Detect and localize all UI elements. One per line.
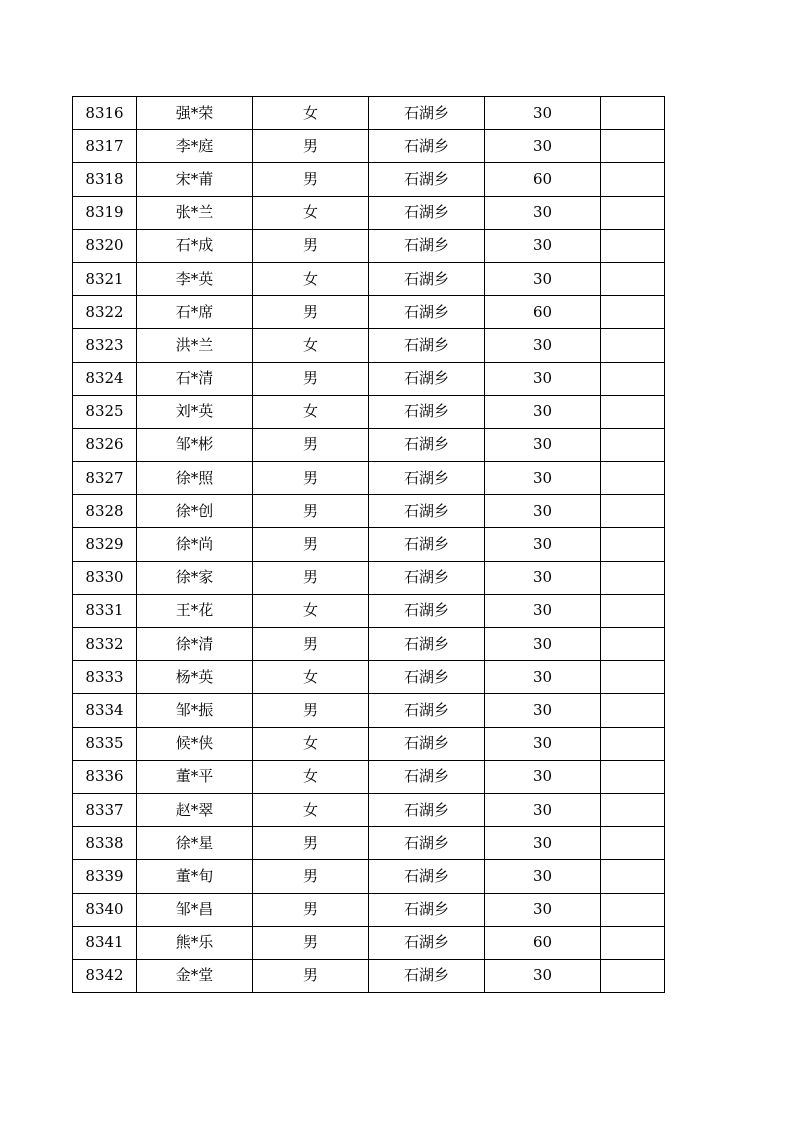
table-row xyxy=(73,793,665,826)
amount-cell: 30 xyxy=(485,760,601,793)
name-cell: 刘*英 xyxy=(137,395,253,428)
table-row xyxy=(73,959,665,992)
table-row xyxy=(73,362,665,395)
row-number-cell: 8320 xyxy=(73,229,137,262)
name-cell: 邹*彬 xyxy=(137,428,253,461)
gender-cell: 女 xyxy=(253,329,369,362)
name-cell: 李*庭 xyxy=(137,130,253,163)
amount-cell: 30 xyxy=(485,395,601,428)
row-number-cell: 8323 xyxy=(73,329,137,362)
table-row xyxy=(73,462,665,495)
township-cell: 石湖乡 xyxy=(369,262,485,295)
table-row xyxy=(73,495,665,528)
amount-cell: 60 xyxy=(485,296,601,329)
gender-cell: 女 xyxy=(253,196,369,229)
name-cell: 董*旬 xyxy=(137,860,253,893)
township-cell: 石湖乡 xyxy=(369,594,485,627)
amount-cell: 30 xyxy=(485,196,601,229)
township-cell: 石湖乡 xyxy=(369,329,485,362)
amount-cell: 30 xyxy=(485,727,601,760)
table-row xyxy=(73,97,665,130)
township-cell: 石湖乡 xyxy=(369,893,485,926)
note-cell xyxy=(601,130,665,163)
note-cell xyxy=(601,561,665,594)
row-number-cell: 8335 xyxy=(73,727,137,760)
gender-cell: 女 xyxy=(253,793,369,826)
amount-cell: 30 xyxy=(485,694,601,727)
amount-cell: 30 xyxy=(485,628,601,661)
table-row xyxy=(73,395,665,428)
table-row xyxy=(73,827,665,860)
township-cell: 石湖乡 xyxy=(369,462,485,495)
note-cell xyxy=(601,827,665,860)
note-cell xyxy=(601,793,665,826)
name-cell: 石*清 xyxy=(137,362,253,395)
note-cell xyxy=(601,462,665,495)
amount-cell: 30 xyxy=(485,827,601,860)
table-row xyxy=(73,594,665,627)
amount-cell: 30 xyxy=(485,130,601,163)
name-cell: 王*花 xyxy=(137,594,253,627)
note-cell xyxy=(601,229,665,262)
amount-cell: 30 xyxy=(485,594,601,627)
row-number-cell: 8332 xyxy=(73,628,137,661)
township-cell: 石湖乡 xyxy=(369,495,485,528)
gender-cell: 女 xyxy=(253,760,369,793)
note-cell xyxy=(601,528,665,561)
row-number-cell: 8317 xyxy=(73,130,137,163)
name-cell: 徐*创 xyxy=(137,495,253,528)
table-row xyxy=(73,428,665,461)
gender-cell: 男 xyxy=(253,827,369,860)
amount-cell: 30 xyxy=(485,362,601,395)
name-cell: 洪*兰 xyxy=(137,329,253,362)
township-cell: 石湖乡 xyxy=(369,727,485,760)
name-cell: 邹*昌 xyxy=(137,893,253,926)
township-cell: 石湖乡 xyxy=(369,130,485,163)
name-cell: 徐*尚 xyxy=(137,528,253,561)
table-row xyxy=(73,727,665,760)
name-cell: 强*荣 xyxy=(137,97,253,130)
township-cell: 石湖乡 xyxy=(369,860,485,893)
table-row xyxy=(73,262,665,295)
note-cell xyxy=(601,594,665,627)
note-cell xyxy=(601,495,665,528)
gender-cell: 男 xyxy=(253,163,369,196)
name-cell: 董*平 xyxy=(137,760,253,793)
gender-cell: 男 xyxy=(253,428,369,461)
gender-cell: 男 xyxy=(253,229,369,262)
township-cell: 石湖乡 xyxy=(369,196,485,229)
gender-cell: 男 xyxy=(253,860,369,893)
gender-cell: 男 xyxy=(253,893,369,926)
name-cell: 张*兰 xyxy=(137,196,253,229)
name-cell: 金*堂 xyxy=(137,959,253,992)
table-row xyxy=(73,860,665,893)
row-number-cell: 8329 xyxy=(73,528,137,561)
amount-cell: 30 xyxy=(485,661,601,694)
name-cell: 徐*家 xyxy=(137,561,253,594)
note-cell xyxy=(601,262,665,295)
note-cell xyxy=(601,959,665,992)
amount-cell: 30 xyxy=(485,528,601,561)
note-cell xyxy=(601,760,665,793)
gender-cell: 男 xyxy=(253,926,369,959)
table-row xyxy=(73,760,665,793)
township-cell: 石湖乡 xyxy=(369,661,485,694)
row-number-cell: 8328 xyxy=(73,495,137,528)
gender-cell: 男 xyxy=(253,130,369,163)
township-cell: 石湖乡 xyxy=(369,296,485,329)
township-cell: 石湖乡 xyxy=(369,97,485,130)
township-cell: 石湖乡 xyxy=(369,694,485,727)
township-cell: 石湖乡 xyxy=(369,760,485,793)
name-cell: 候*侠 xyxy=(137,727,253,760)
row-number-cell: 8316 xyxy=(73,97,137,130)
table-row xyxy=(73,163,665,196)
note-cell xyxy=(601,163,665,196)
name-cell: 杨*英 xyxy=(137,661,253,694)
name-cell: 邹*振 xyxy=(137,694,253,727)
row-number-cell: 8342 xyxy=(73,959,137,992)
row-number-cell: 8325 xyxy=(73,395,137,428)
table-row xyxy=(73,628,665,661)
gender-cell: 男 xyxy=(253,462,369,495)
amount-cell: 30 xyxy=(485,893,601,926)
gender-cell: 男 xyxy=(253,959,369,992)
amount-cell: 30 xyxy=(485,793,601,826)
amount-cell: 30 xyxy=(485,959,601,992)
amount-cell: 30 xyxy=(485,495,601,528)
note-cell xyxy=(601,428,665,461)
name-cell: 徐*照 xyxy=(137,462,253,495)
township-cell: 石湖乡 xyxy=(369,793,485,826)
row-number-cell: 8321 xyxy=(73,262,137,295)
township-cell: 石湖乡 xyxy=(369,561,485,594)
row-number-cell: 8331 xyxy=(73,594,137,627)
township-cell: 石湖乡 xyxy=(369,959,485,992)
gender-cell: 男 xyxy=(253,296,369,329)
table-row xyxy=(73,561,665,594)
township-cell: 石湖乡 xyxy=(369,362,485,395)
township-cell: 石湖乡 xyxy=(369,528,485,561)
township-cell: 石湖乡 xyxy=(369,926,485,959)
gender-cell: 男 xyxy=(253,694,369,727)
gender-cell: 男 xyxy=(253,495,369,528)
row-number-cell: 8341 xyxy=(73,926,137,959)
row-number-cell: 8322 xyxy=(73,296,137,329)
note-cell xyxy=(601,362,665,395)
table-row xyxy=(73,528,665,561)
name-cell: 徐*清 xyxy=(137,628,253,661)
row-number-cell: 8330 xyxy=(73,561,137,594)
gender-cell: 女 xyxy=(253,97,369,130)
table-row xyxy=(73,229,665,262)
note-cell xyxy=(601,628,665,661)
gender-cell: 男 xyxy=(253,528,369,561)
table-row xyxy=(73,661,665,694)
note-cell xyxy=(601,893,665,926)
gender-cell: 男 xyxy=(253,628,369,661)
note-cell xyxy=(601,926,665,959)
amount-cell: 30 xyxy=(485,561,601,594)
table-row xyxy=(73,329,665,362)
note-cell xyxy=(601,97,665,130)
note-cell xyxy=(601,296,665,329)
table-row xyxy=(73,130,665,163)
note-cell xyxy=(601,196,665,229)
gender-cell: 女 xyxy=(253,395,369,428)
row-number-cell: 8338 xyxy=(73,827,137,860)
name-cell: 熊*乐 xyxy=(137,926,253,959)
roster-table-body xyxy=(73,97,665,993)
row-number-cell: 8340 xyxy=(73,893,137,926)
note-cell xyxy=(601,329,665,362)
gender-cell: 女 xyxy=(253,594,369,627)
note-cell xyxy=(601,694,665,727)
name-cell: 赵*翠 xyxy=(137,793,253,826)
amount-cell: 60 xyxy=(485,926,601,959)
township-cell: 石湖乡 xyxy=(369,428,485,461)
name-cell: 李*英 xyxy=(137,262,253,295)
amount-cell: 30 xyxy=(485,860,601,893)
row-number-cell: 8324 xyxy=(73,362,137,395)
name-cell: 徐*星 xyxy=(137,827,253,860)
amount-cell: 30 xyxy=(485,262,601,295)
amount-cell: 30 xyxy=(485,428,601,461)
name-cell: 石*成 xyxy=(137,229,253,262)
note-cell xyxy=(601,860,665,893)
row-number-cell: 8318 xyxy=(73,163,137,196)
row-number-cell: 8337 xyxy=(73,793,137,826)
row-number-cell: 8334 xyxy=(73,694,137,727)
row-number-cell: 8319 xyxy=(73,196,137,229)
amount-cell: 30 xyxy=(485,97,601,130)
gender-cell: 女 xyxy=(253,262,369,295)
gender-cell: 男 xyxy=(253,362,369,395)
table-row xyxy=(73,694,665,727)
row-number-cell: 8326 xyxy=(73,428,137,461)
table-row xyxy=(73,893,665,926)
roster-table xyxy=(72,96,665,993)
name-cell: 石*席 xyxy=(137,296,253,329)
township-cell: 石湖乡 xyxy=(369,395,485,428)
amount-cell: 30 xyxy=(485,462,601,495)
table-row xyxy=(73,926,665,959)
amount-cell: 30 xyxy=(485,229,601,262)
township-cell: 石湖乡 xyxy=(369,163,485,196)
amount-cell: 60 xyxy=(485,163,601,196)
table-row xyxy=(73,196,665,229)
amount-cell: 30 xyxy=(485,329,601,362)
table-row xyxy=(73,296,665,329)
name-cell: 宋*莆 xyxy=(137,163,253,196)
township-cell: 石湖乡 xyxy=(369,827,485,860)
gender-cell: 女 xyxy=(253,661,369,694)
row-number-cell: 8333 xyxy=(73,661,137,694)
gender-cell: 男 xyxy=(253,561,369,594)
row-number-cell: 8339 xyxy=(73,860,137,893)
note-cell xyxy=(601,395,665,428)
gender-cell: 女 xyxy=(253,727,369,760)
note-cell xyxy=(601,727,665,760)
township-cell: 石湖乡 xyxy=(369,229,485,262)
row-number-cell: 8327 xyxy=(73,462,137,495)
row-number-cell: 8336 xyxy=(73,760,137,793)
township-cell: 石湖乡 xyxy=(369,628,485,661)
note-cell xyxy=(601,661,665,694)
